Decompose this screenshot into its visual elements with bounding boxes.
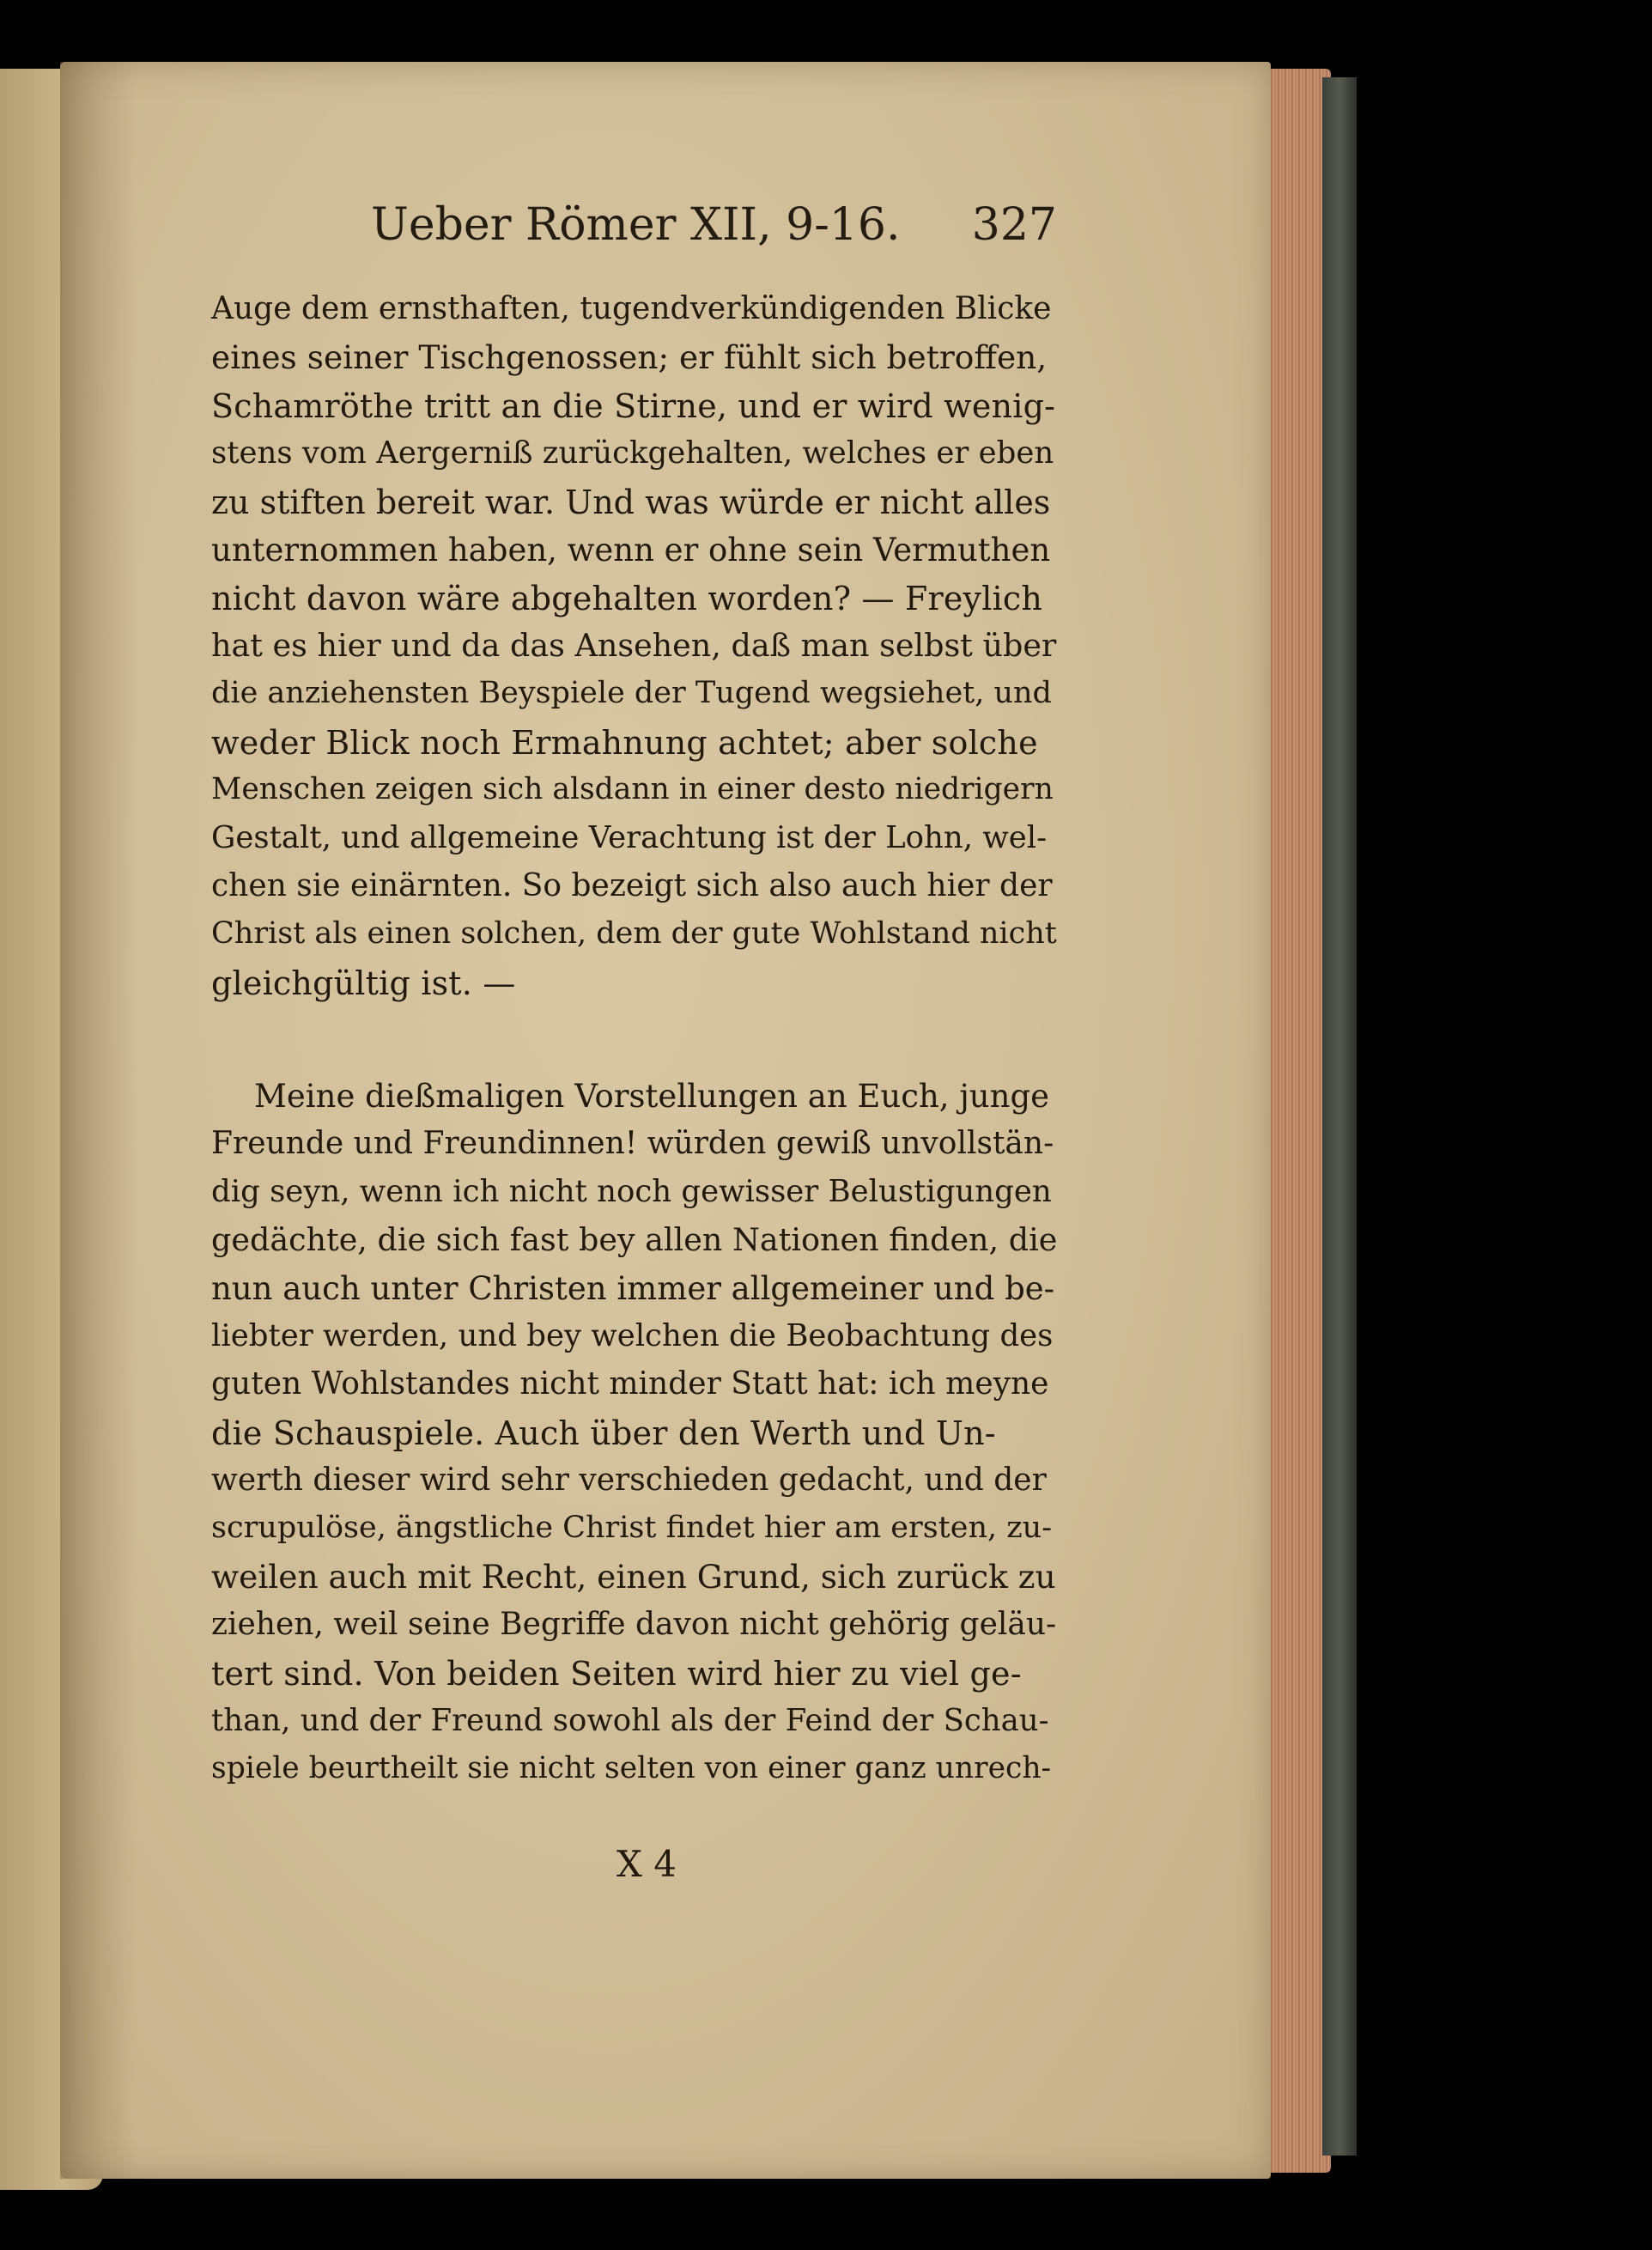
text-line: tert sind. Von beiden Seiten wird hier zu viel ge- <box>211 1655 1022 1693</box>
text-line: ziehen, weil seine Begriffe davon nicht gehörig geläu- <box>211 1607 1057 1642</box>
text-line: Menschen zeigen sich alsdann in einer desto niedrigern <box>211 772 1054 806</box>
text-line: unternommen haben, wenn er ohne sein Vermuthen <box>211 532 1051 569</box>
signature-mark: X 4 <box>616 1843 677 1885</box>
text-line: spiele beurtheilt sie nicht selten von einer ganz unrech- <box>211 1751 1052 1785</box>
text-line: nicht davon wäre abgehalten worden? — Freylich <box>211 580 1043 617</box>
text-line: werth dieser wird sehr verschieden gedacht, und der <box>211 1462 1047 1498</box>
text-line: dig seyn, wenn ich nicht noch gewisser Belustigungen <box>211 1174 1052 1209</box>
text-line: than, und der Freund sowohl als der Feind der Schau- <box>211 1703 1049 1738</box>
text-line: Gestalt, und allgemeine Verachtung ist der Lohn, wel- <box>211 820 1048 855</box>
text-line: hat es hier und da das Ansehen, daß man selbst über <box>211 627 1057 664</box>
text-line: Christ als einen solchen, dem der gute Wohlstand nicht <box>211 916 1057 951</box>
text-line: Auge dem ernsthaften, tugendverkündigenden Blicke <box>211 291 1052 326</box>
text-line: zu stiften bereit war. Und was würde er nicht alles <box>211 483 1051 521</box>
text-line: die anziehensten Beyspiele der Tugend wegsiehet, und <box>211 676 1052 710</box>
text-line: liebter werden, und bey welchen die Beobachtung des <box>211 1318 1054 1353</box>
text-line: guten Wohlstandes nicht minder Statt hat: ich meyne <box>211 1366 1049 1402</box>
page-number: 327 <box>971 199 1057 251</box>
text-line: scrupulöse, ängstliche Christ findet hier am ersten, zu- <box>211 1511 1053 1545</box>
text-line: chen sie einärnten. So bezeigt sich also auch hier der <box>211 868 1053 903</box>
text-line: gleichgültig ist. — <box>211 964 516 1002</box>
text-line: eines seiner Tischgenossen; er fühlt sich betroffen, <box>211 338 1048 376</box>
text-line: Schamröthe tritt an die Stirne, und er wird wenig- <box>211 387 1056 425</box>
text-line: nun auch unter Christen immer allgemeiner und be- <box>211 1270 1055 1307</box>
text-line: Meine dießmaligen Vorstellungen an Euch, junge <box>254 1078 1050 1115</box>
text-line: weilen auch mit Recht, einen Grund, sich zurück zu <box>211 1558 1056 1596</box>
running-title: Ueber Römer XII, 9-16. <box>371 199 901 251</box>
text-line: weder Blick noch Ermahnung achtet; aber solche <box>211 724 1038 762</box>
text-line: die Schauspiele. Auch über den Werth und Un- <box>211 1414 996 1452</box>
text-line: stens vom Aergerniß zurückgehalten, welches er eben <box>211 435 1054 471</box>
text-line: Freunde und Freundinnen! würden gewiß unvollstän- <box>211 1126 1054 1161</box>
text-line: gedächte, die sich fast bey allen Nationen finden, die <box>211 1221 1058 1258</box>
page-header <box>211 199 1057 259</box>
